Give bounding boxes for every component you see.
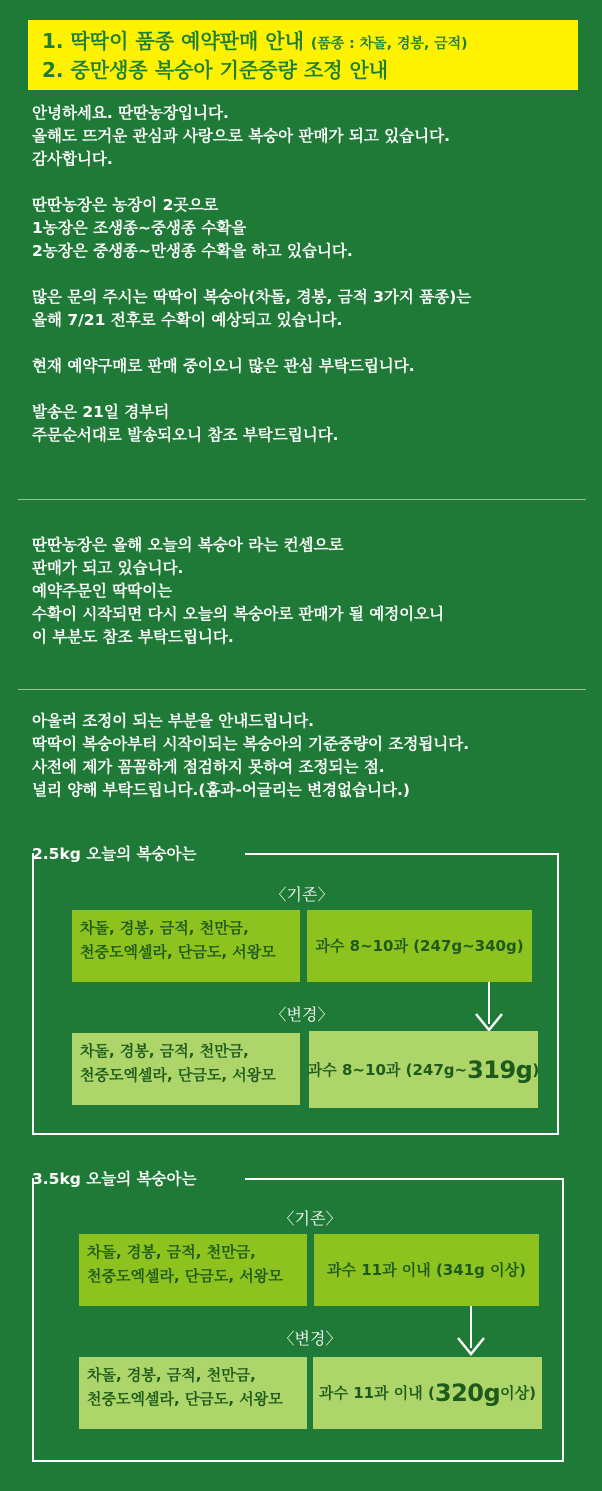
varieties-line: 천중도엑셀라, 단금도, 서왕모 (80, 943, 276, 961)
varieties-line: 차돌, 경봉, 금적, 천만금, (87, 1243, 256, 1261)
adjust-line: 딱딱이 복숭아부터 시작이되는 복숭아의 기준중량이 조정됩니다. (32, 735, 470, 753)
weight-value-after-suffix: 이상) (500, 1384, 536, 1402)
intro-line: 올해도 뜨거운 관심과 사랑으로 복숭아 판매가 되고 있습니다. (32, 127, 450, 145)
title-banner (28, 20, 578, 90)
concept-text (32, 534, 582, 649)
weight-value-after-highlight: 319g (467, 1055, 533, 1084)
varieties-box-after (72, 1033, 300, 1105)
banner-line-1-text: 1. 딱딱이 품종 예약판매 안내 (42, 29, 304, 53)
concept-line: 예약주문인 딱딱이는 (32, 582, 173, 600)
weight-box-before (307, 910, 532, 982)
weight-value-after-prefix: 과수 8~10과 (247g~ (307, 1060, 468, 1079)
varieties-line: 천중도엑셀라, 단금도, 서왕모 (80, 1066, 276, 1084)
weight-value-before: 과수 8~10과 (247g~340g) (315, 937, 524, 955)
concept-line: 딴딴농장은 올해 오늘의 복숭아 라는 컨셉으로 (32, 536, 344, 554)
banner-line-1-subtext: (품종 : 차돌, 경봉, 금적) (310, 36, 468, 52)
intro-line: 주문순서대로 발송되오니 참조 부탁드립니다. (32, 426, 339, 444)
intro-line: 안녕하세요. 딴딴농장입니다. (32, 104, 229, 122)
intro-line: 현재 예약구매로 판매 중이오니 많은 관심 부탁드립니다. (32, 357, 415, 375)
intro-line (32, 332, 582, 355)
varieties-line: 천중도엑셀라, 단금도, 서왕모 (87, 1267, 283, 1285)
varieties-line: 차돌, 경봉, 금적, 천만금, (80, 1042, 249, 1060)
before-caption: 〈기존〉 (270, 885, 334, 904)
intro-line: 1농장은 조생종~중생종 수확을 (32, 219, 247, 237)
weight-box-before (314, 1234, 539, 1306)
concept-line: 이 부분도 참조 부탁드립니다. (32, 628, 234, 646)
weight-box-after (313, 1357, 542, 1429)
section-title-3-5kg: 3.5kg 오늘의 복숭아는 (32, 1170, 197, 1188)
adjust-line: 아울러 조정이 되는 부분을 안내드립니다. (32, 712, 315, 730)
divider (18, 499, 586, 500)
varieties-line: 천중도엑셀라, 단금도, 서왕모 (87, 1390, 283, 1408)
adjust-line: 사전에 제가 꼼꼼하게 점검하지 못하여 조정되는 점. (32, 758, 385, 776)
varieties-box-before (72, 910, 300, 982)
banner-line-2: 2. 중만생종 복숭아 기준중량 조정 안내 (42, 58, 389, 82)
weight-value-after-suffix: ) (532, 1060, 540, 1079)
concept-line: 판매가 되고 있습니다. (32, 559, 184, 577)
intro-line: 감사합니다. (32, 150, 113, 168)
after-caption: 〈변경〉 (278, 1329, 342, 1348)
intro-line (32, 263, 582, 286)
before-caption: 〈기존〉 (278, 1209, 342, 1228)
divider (18, 689, 586, 690)
adjust-line: 널리 양해 부탁드립니다.(홈과-어글리는 변경없습니다.) (32, 781, 410, 799)
varieties-box-before (79, 1234, 307, 1306)
intro-line (32, 378, 582, 401)
concept-line: 수확이 시작되면 다시 오늘의 복숭아로 판매가 될 예정이오니 (32, 605, 445, 623)
varieties-line: 차돌, 경봉, 금적, 천만금, (80, 919, 249, 937)
weight-value-before: 과수 11과 이내 (341g 이상) (327, 1261, 526, 1279)
weight-value-after-highlight: 320g (434, 1379, 501, 1407)
varieties-line: 차돌, 경봉, 금적, 천만금, (87, 1366, 256, 1384)
after-caption: 〈변경〉 (270, 1005, 334, 1024)
intro-line: 딴딴농장은 농장이 2곳으로 (32, 196, 219, 214)
intro-line: 발송은 21일 경부터 (32, 403, 170, 421)
adjust-text (32, 710, 582, 802)
intro-text (32, 102, 582, 447)
section-title-2-5kg: 2.5kg 오늘의 복숭아는 (32, 845, 197, 863)
weight-value-after-prefix: 과수 11과 이내 ( (319, 1384, 435, 1402)
intro-line: 많은 문의 주시는 딱딱이 복숭아(차돌, 경봉, 금적 3가지 품종)는 (32, 288, 472, 306)
intro-line: 올해 7/21 전후로 수확이 예상되고 있습니다. (32, 311, 343, 329)
arrow-down-icon (456, 1336, 486, 1358)
banner-line-1 (42, 28, 564, 57)
intro-line (32, 171, 582, 194)
intro-line: 2농장은 중생종~만생종 수확을 하고 있습니다. (32, 242, 353, 260)
varieties-box-after (79, 1357, 307, 1429)
weight-box-after (309, 1031, 538, 1108)
